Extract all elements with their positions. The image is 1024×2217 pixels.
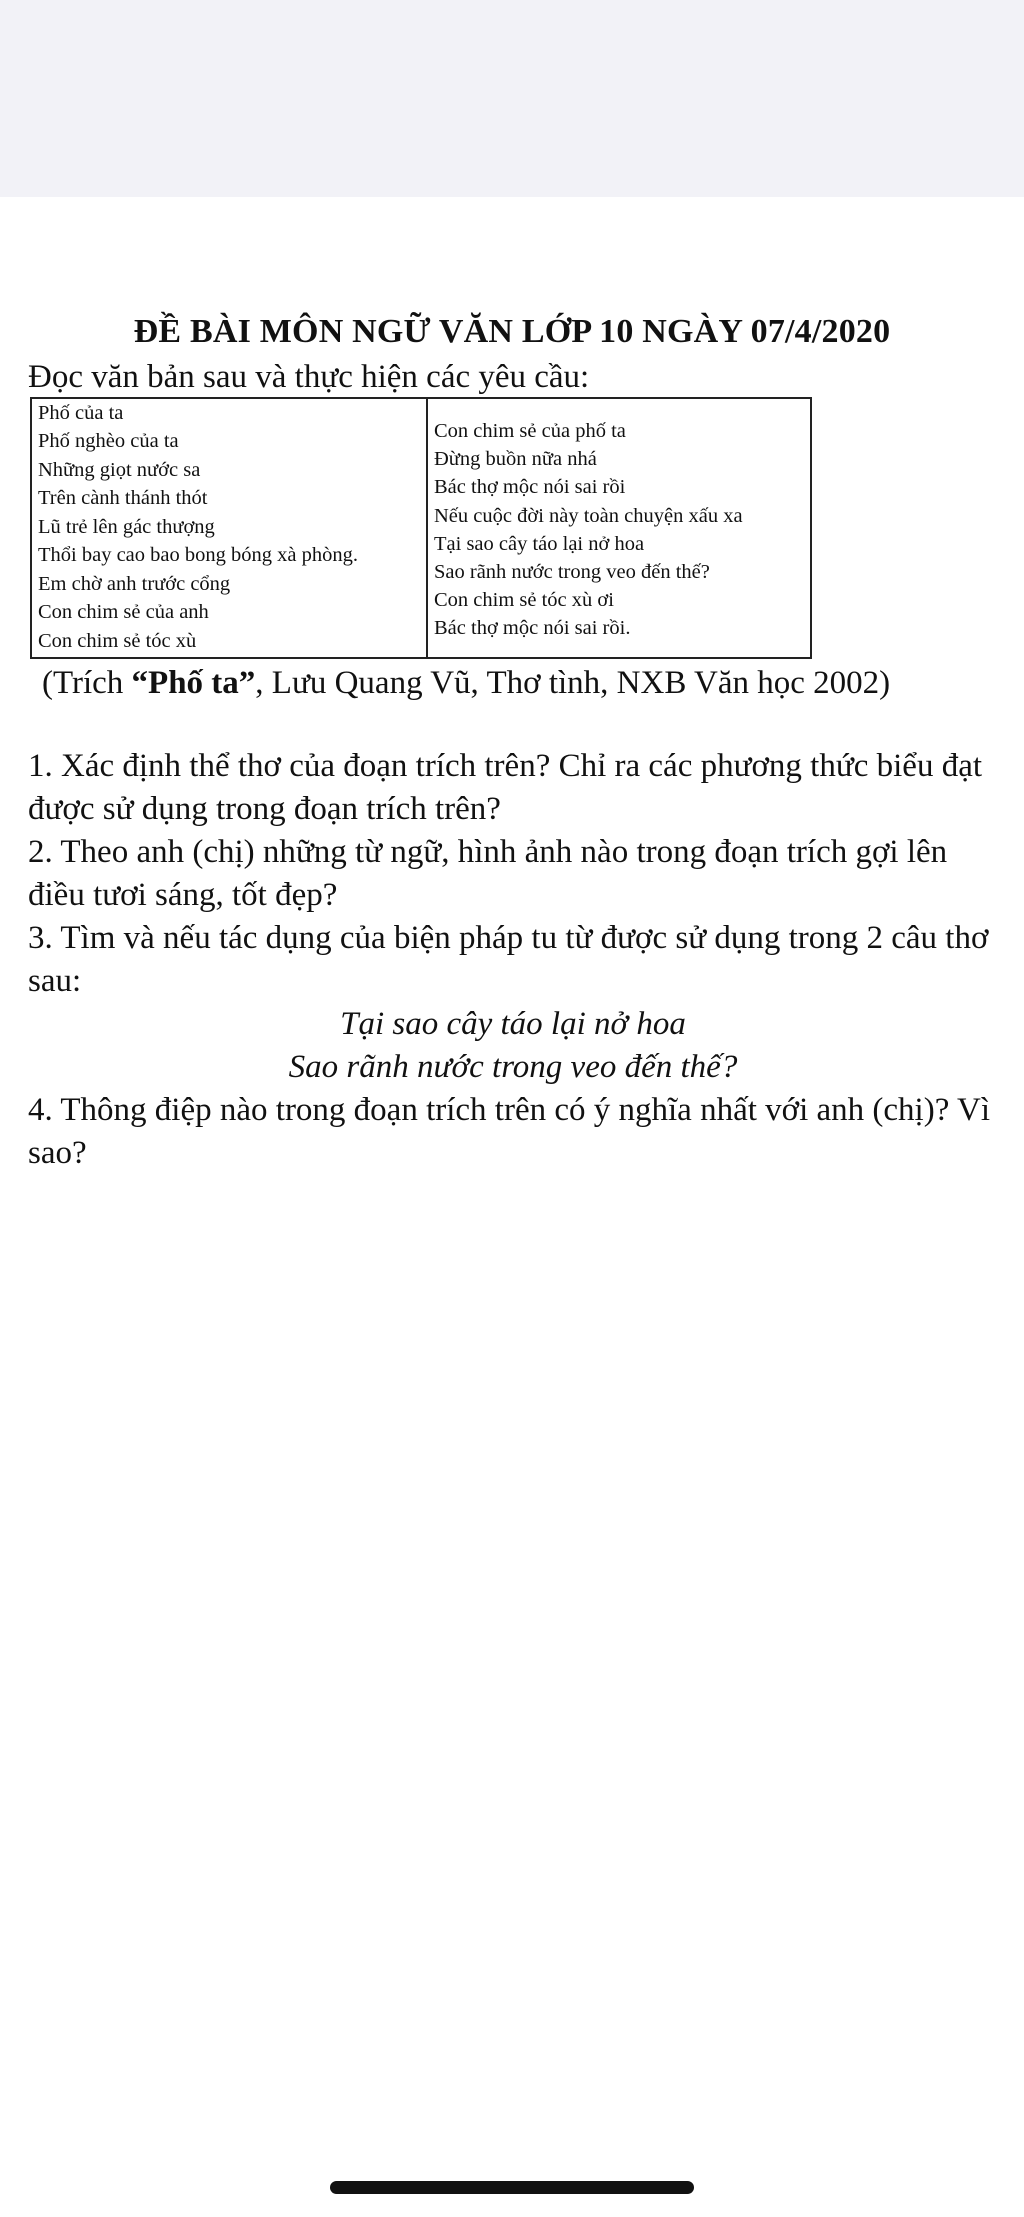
poem-line: Đừng buồn nữa nhá — [434, 448, 597, 471]
poem-line: Nếu cuộc đời này toàn chuyện xấu xa — [434, 504, 743, 527]
question-4: 4. Thông điệp nào trong đoạn trích trên có ý nghĩa nhất với anh (chị)? Vì sao? — [28, 1092, 990, 1171]
citation-work-title: “Phố ta” — [131, 665, 256, 701]
question-2: 2. Theo anh (chị) những từ ngữ, hình ảnh nào trong đoạn trích gợi lên điều tươi sáng, tốt đẹp? — [28, 834, 948, 913]
poem-line: Lũ trẻ lên gác thượng — [38, 515, 215, 538]
citation-suffix: , Lưu Quang Vũ, Thơ tình, NXB Văn học 2002) — [255, 665, 891, 701]
poem-line: Phố nghèo của ta — [38, 430, 179, 453]
poem-line: Bác thợ mộc nói sai rồi — [434, 476, 626, 499]
poem-line: Bác thợ mộc nói sai rồi. — [434, 617, 631, 640]
quote-line-2: Sao rãnh nước trong veo đến thế? — [288, 1049, 738, 1085]
poem-line: Phố của ta — [38, 402, 124, 424]
home-indicator[interactable] — [330, 2181, 694, 2194]
poem-line: Những giọt nước sa — [38, 458, 201, 481]
page-title: ĐỀ BÀI MÔN NGỮ VĂN LỚP 10 NGÀY 07/4/2020 — [133, 313, 891, 350]
question-1: 1. Xác định thể thơ của đoạn trích trên? Chỉ ra các phương thức biểu đạt được sử dụng trong đoạn trích trên? — [28, 748, 983, 827]
poem-line: Con chim sẻ tóc xù ơi — [434, 589, 614, 612]
poem-column-right — [428, 399, 810, 657]
poem-line: Em chờ anh trước cổng — [38, 572, 231, 595]
citation — [42, 665, 890, 702]
poem-table — [30, 397, 812, 659]
question-3: 3. Tìm và nếu tác dụng của biện pháp tu từ được sử dụng trong 2 câu thơ sau: — [28, 920, 989, 999]
top-bar-area — [0, 0, 1024, 197]
quote-line-1: Tại sao cây táo lại nở hoa — [340, 1006, 686, 1042]
intro-text: Đọc văn bản sau và thực hiện các yêu cầu: — [28, 359, 590, 395]
poem-line: Con chim sẻ của anh — [38, 601, 209, 624]
poem-line: Con chim sẻ của phố ta — [434, 420, 626, 442]
poem-line: Tại sao cây táo lại nở hoa — [434, 532, 645, 555]
questions-section — [28, 745, 998, 1175]
poem-line: Con chim sẻ tóc xù — [38, 629, 197, 652]
poem-line: Thổi bay cao bao bong bóng xà phòng. — [38, 544, 358, 567]
poem-line: Trên cành thánh thót — [38, 487, 208, 510]
poem-column-left — [32, 399, 428, 657]
citation-prefix: (Trích — [42, 665, 132, 701]
poem-line: Sao rãnh nước trong veo đến thế? — [434, 561, 710, 584]
